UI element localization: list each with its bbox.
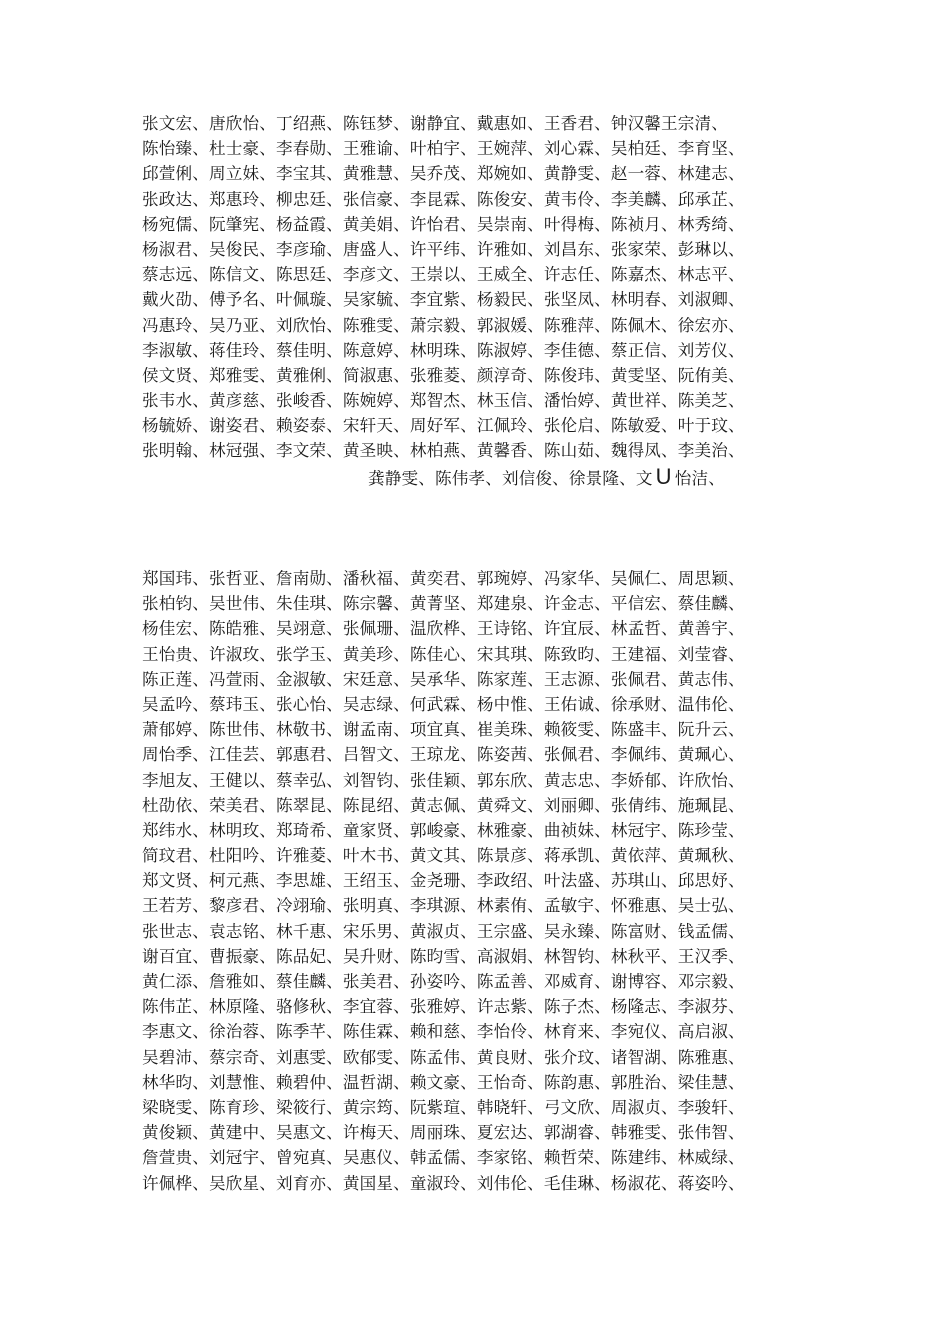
name-list-line: 黄仁添、詹雅如、蔡佳麟、张美君、孙姿吟、陈孟善、邓威育、谢博容、邓宗毅、 [142, 972, 745, 991]
name-list-line: 詹萱贵、刘冠宇、曾宛真、吴惠仪、韩孟儒、李家铭、赖哲荣、陈建纬、林威绿、 [142, 1148, 745, 1168]
name-list-line: 杨淑君、吴俊民、李彦瑜、唐盛人、许平纬、许雅如、刘昌东、张家荣、彭琳以、 [142, 239, 745, 259]
name-list-line: 杨佳宏、陈皓雅、吴翊意、张佩珊、温欣桦、王诗铭、许宜辰、林孟哲、黄善宇、 [142, 619, 745, 639]
name-list-line: 戴火劭、傅予名、叶佩璇、吴家毓、李宜紫、杨毅民、张坚凤、林明春、刘淑卿、 [142, 290, 745, 310]
name-list-line: 王若芳、黎彦君、冷翊瑜、张明真、李琪源、林素侑、孟敏宇、怀雅惠、吴士弘、 [142, 896, 745, 916]
name-list-line: 简玟君、杜阳吟、许雅菱、叶木书、黄文其、陈景彦、蒋承凯、黄依萍、黄珮秋、 [142, 846, 745, 866]
name-list-last-line [142, 464, 842, 489]
name-list-line: 侯文贤、郑雅雯、黄雅俐、简淑惠、张雅菱、颜淳奇、陈俊玮、黄雯坚、阮侑美、 [142, 365, 745, 385]
name-list-line: 萧郁婷、陈世伟、林敬书、谢孟南、项宜真、崔美珠、赖筱雯、陈盛丰、阮升云、 [142, 720, 745, 740]
name-list-line: 梁晓雯、陈育珍、梁筱行、黄宗筠、阮紫瑄、韩晓轩、弓文欣、周淑贞、李骏轩、 [142, 1097, 745, 1117]
name-list-line: 陈怡臻、杜士豪、李春勋、王雅谕、叶柏宇、王婉萍、刘心霖、吴柏廷、李育坚、 [142, 139, 745, 159]
name-list-line: 郑纬水、林明玫、郑琦希、童家贤、郭峻豪、林雅豪、曲祯妹、林冠宇、陈珍莹、 [142, 820, 745, 840]
name-list-line: 郑文贤、柯元燕、李思雄、王绍玉、金尧珊、李政绍、叶法盛、苏琪山、邱思妤、 [142, 871, 745, 891]
name-list-line: 杨毓娇、谢姿君、赖姿泰、宋轩天、周好军、江佩玲、张伦启、陈敏爱、叶于玟、 [142, 416, 745, 436]
name-list-line: 李惠文、徐治蓉、陈季芊、陈佳霖、赖和慈、李怡伶、林育来、李宛仪、高启淑、 [142, 1022, 745, 1042]
name-list-line: 张世志、袁志铭、林千惠、宋乐男、黄淑贞、王宗盛、吴永臻、陈富财、钱孟儒、 [142, 921, 745, 941]
name-list-line: 李淑敏、蒋佳玲、蔡佳明、陈意婷、林明珠、陈淑婷、李佳德、蔡正信、刘芳仪、 [142, 340, 745, 360]
name-list-line: 冯惠玲、吴乃亚、刘欣怡、陈雅雯、萧宗毅、郭淑媛、陈雅萍、陈佩木、徐宏亦、 [142, 315, 745, 335]
name-list-line: 许佩桦、吴欣星、刘育亦、黄国星、童淑玲、刘伟伦、毛佳琳、杨淑花、蒋姿吟、 [142, 1173, 745, 1193]
name-list-block-2 [142, 566, 842, 1196]
name-list-line: 陈正莲、冯萱雨、金淑敏、宋廷意、吴承华、陈家莲、王志源、张佩君、黄志伟、 [142, 669, 745, 689]
name-list-line: 郑国玮、张哲亚、詹南勋、潘秋福、黄奕君、郭琬婷、冯家华、吴佩仁、周思颖、 [142, 569, 745, 588]
stray-glyph: U [655, 463, 672, 489]
name-list-line: 吴孟吟、蔡玮玉、张心怡、吴志绿、何武霖、杨中惟、王佑诚、徐承财、温伟伦、 [142, 694, 745, 714]
name-list-line: 张文宏、唐欣怡、丁绍燕、陈钰梦、谢静宜、戴惠如、王香君、钟汉馨王宗清、 [142, 114, 729, 133]
name-list-line: 周怡季、江佳芸、郭惠君、吕智文、王琼龙、陈姿茜、张佩君、李佩纬、黄珮心、 [142, 745, 745, 765]
name-list-line: 陈伟芷、林原隆、骆修秋、李宜蓉、张雅婷、许志紫、陈子杰、杨隆志、李淑芬、 [142, 997, 745, 1017]
name-list-line: 林华昀、刘慧惟、赖碧仲、温哲湖、赖文豪、王怡奇、陈韵惠、郭胜治、梁佳慧、 [142, 1072, 745, 1092]
name-list-line: 黄俊颖、黄建中、吴惠文、许梅天、周丽珠、夏宏达、郭湖睿、韩雅雯、张伟智、 [142, 1123, 745, 1143]
name-list-line: 邱萱俐、周立妹、李宝其、黄雅慧、吴乔茂、郑婉如、黄静雯、赵一蓉、林建志、 [142, 164, 745, 184]
name-list-line: 张政达、郑惠玲、柳忠廷、张信豪、李昆霖、陈俊安、黄韦伶、李美麟、邱承芷、 [142, 189, 745, 209]
name-list-line: 张柏钧、吴世伟、朱佳琪、陈宗馨、黄菁坚、郑建泉、许金志、平信宏、蔡佳麟、 [142, 594, 745, 614]
name-list-line: 吴碧沛、蔡宗奇、刘惠雯、欧郁雯、陈孟伟、黄良财、张介玟、诸智湖、陈雅惠、 [142, 1047, 745, 1067]
name-list-block-1 [142, 111, 842, 489]
name-list-line: 杨宛儒、阮肇宪、杨益霞、黄美娟、许怡君、吴崇南、叶得梅、陈祯月、林秀绮、 [142, 214, 745, 234]
last-line-text: 龚静雯、陈伟孝、刘信俊、徐景隆、文 [368, 468, 653, 488]
name-list-line: 王怡贵、许淑玫、张学玉、黄美珍、陈佳心、宋其琪、陈致昀、王建福、刘莹睿、 [142, 644, 745, 664]
name-list-line: 杜劭依、荣美君、陈翠昆、陈昆绍、黄志佩、黄舜文、刘丽卿、张倩纬、施珮昆、 [142, 795, 745, 815]
last-line-tail: 怡洁、 [674, 468, 725, 488]
name-list-line: 蔡志远、陈信文、陈思廷、李彦文、王崇以、王威全、许志任、陈嘉杰、林志平、 [142, 265, 745, 285]
name-list-line: 李旭友、王健以、蔡幸弘、刘智钧、张佳颖、郭东欣、黄志忠、李娇郁、许欣怡、 [142, 770, 745, 790]
name-list-line: 张明翰、林冠强、李文荣、黄圣映、林柏燕、黄馨香、陈山茹、魏得凤、李美治、 [142, 441, 745, 461]
name-list-line: 谢百宜、曹振豪、陈品妃、吴升财、陈昀雪、高淑娟、林智钧、林秋平、王汉季、 [142, 946, 745, 966]
name-list-line: 张韦水、黄彦慈、张峻香、陈婉婷、郑智杰、林玉信、潘怡婷、黄世祥、陈美芝、 [142, 391, 745, 411]
